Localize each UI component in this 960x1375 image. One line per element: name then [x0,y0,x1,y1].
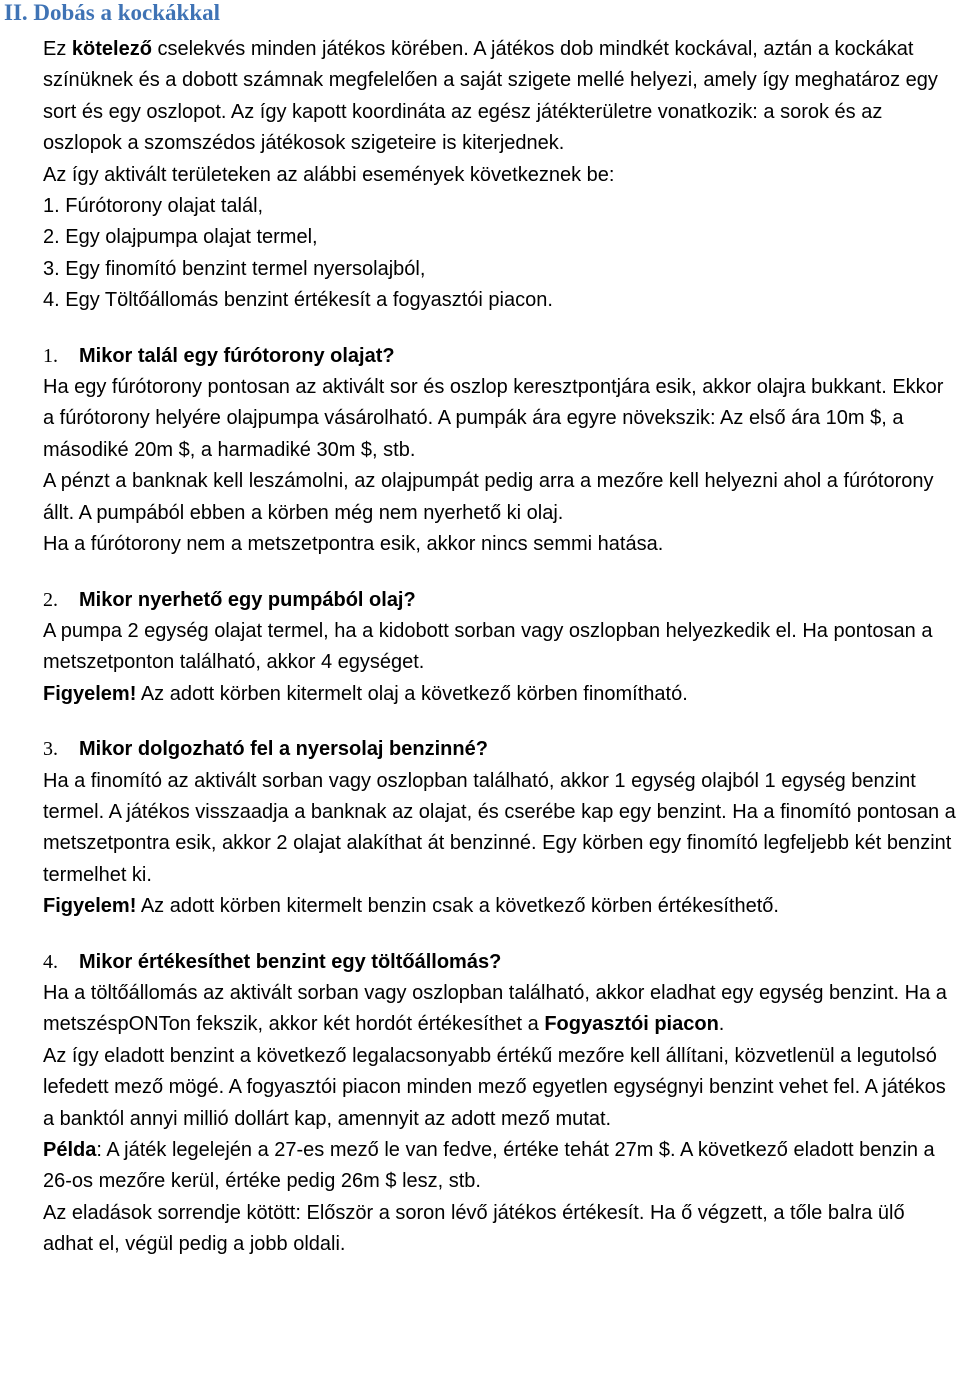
section-2-warning [43,679,958,710]
intro-bold-word: kötelező [71,38,152,60]
section-1-heading [43,341,958,372]
section-2-warning-text: Az adott körben kitermelt olaj a következő körben finomítható. [136,682,688,705]
event-list-item-3: 3. Egy finomító benzint termel nyersolajból, [43,257,426,280]
intro-paragraph [43,34,958,160]
section-2-warning-label: Figyelem! [43,682,137,705]
section-1-paragraph-3: Ha a fúrótorony nem a metszetpontra esik, akkor nincs semmi hatása. [43,533,664,556]
event-list-item-2: 2. Egy olajpumpa olajat termel, [43,226,318,249]
section-1-number: 1. [43,344,58,367]
section-3-paragraph-1: Ha a finomító az aktivált sorban vagy oszlopban található, akkor 1 egység olajból 1 egység benzint termel. A játékos visszaadja a banknak az olajat, és cserébe kap egy benzint. Ha a finomító pontosan a metszetpontra esik, akkor 2 olajat alakíthat át benzinné. Egy körben egy finomító legfeljebb két benzint termelhet ki. [43,769,956,886]
section-1-paragraph-2: A pénzt a banknak kell leszámolni, az olajpumpát pedig arra a mezőre kell helyezni ahol a fúrótorony állt. A pumpából ebben a körben még nem nyerhető ki olaj. [43,470,934,524]
section-4-example-text: : A játék legelején a 27-es mező le van fedve, értéke tehát 27m $. A következő eladott benzin a 26-os mezőre kerül, értéke pedig 26m $ lesz, stb. [43,1139,935,1193]
section-title: II. Dobás a kockákkal [4,0,221,25]
section-4-p1-text: Ha a töltőállomás az aktivált sorban vagy oszlopban található, akkor eladhat egy egység benzint. Ha a metszéspONTon fekszik, akkor két hordót értékesíthet a [43,981,947,1036]
section-3-heading-text: Mikor dolgozható fel a nyersolaj benzinné? [79,738,488,761]
section-3-warning-text: Az adott körben kitermelt benzin csak a következő körben értékesíthető. [136,895,779,918]
section-4-example [43,1135,958,1198]
section-3-warning-label: Figyelem! [43,895,137,918]
section-4-number: 4. [43,950,58,973]
event-list-item-4: 4. Egy Töltőállomás benzint értékesít a fogyasztói piacon. [43,289,553,312]
event-list-item-1: 1. Fúrótorony olajat talál, [43,195,264,218]
section-2-heading-text: Mikor nyerhető egy pumpából olaj? [79,588,416,611]
intro-text-pre: Ez [43,38,72,60]
section-4-paragraph-1 [43,978,958,1041]
section-4-heading-text: Mikor értékesíthet benzint egy töltőállomás? [79,950,502,973]
section-4-example-label: Példa [43,1139,97,1161]
section-1-paragraph-1: Ha egy fúrótorony pontosan az aktivált sor és oszlop keresztpontjára esik, akkor olajra bukkant. Ekkor a fúrótorony helyére olajpumpa vásárolható. A pumpák ára egyre növekszik: Az első ára 10m $, a másodiké 20m $, a harmadiké 30m $, stb. [43,376,944,461]
section-3-warning [43,891,958,922]
intro-text-post: cselekvés minden játékos körében. A játékos dob mindkét kockával, aztán a kockákat színüknek és a dobott számnak megfelelően a saját szigete mellé helyezi, amely így meghatároz egy sort és egy oszlopot. Az így kapott koordináta az egész játékterületre vonatkozik: a sorok és az oszlopok a szomszédos játékosok szigeteire is kiterjednek. [43,38,938,155]
section-2-paragraph-1: A pumpa 2 egység olajat termel, ha a kidobott sorban vagy oszlopban helyezkedik el. Ha pontosan a metszetponton található, akkor 4 egységet. [43,619,933,674]
section-3-number: 3. [43,738,58,761]
section-2-heading [43,585,958,616]
section-1-heading-text: Mikor talál egy fúrótorony olajat? [79,344,395,367]
document-body [43,34,958,1261]
section-4-p1-end: . [718,1013,725,1036]
section-4-paragraph-3: Az eladások sorrendje kötött: Először a soron lévő játékos értékesít. Ha ő végzett, a tőle balra ülő adhat el, végül pedig a jobb oldali. [43,1201,905,1256]
intro-line: Az így aktivált területeken az alábbi események következnek be: [43,163,615,186]
section-4-heading [43,947,958,978]
section-2-number: 2. [43,588,58,611]
section-4-paragraph-2: Az így eladott benzint a következő legalacsonyabb értékű mezőre kell állítani, közvetlenül a legutolsó lefedett mező mögé. A fogyasztói piacon minden mező egyetlen egységnyi benzint vehet fel. A játékos a banktól annyi millió dollárt kap, amennyit az adott mező mutat. [43,1044,946,1130]
section-4-p1-bold: Fogyasztói piacon [544,1013,719,1036]
section-3-heading [43,734,958,765]
